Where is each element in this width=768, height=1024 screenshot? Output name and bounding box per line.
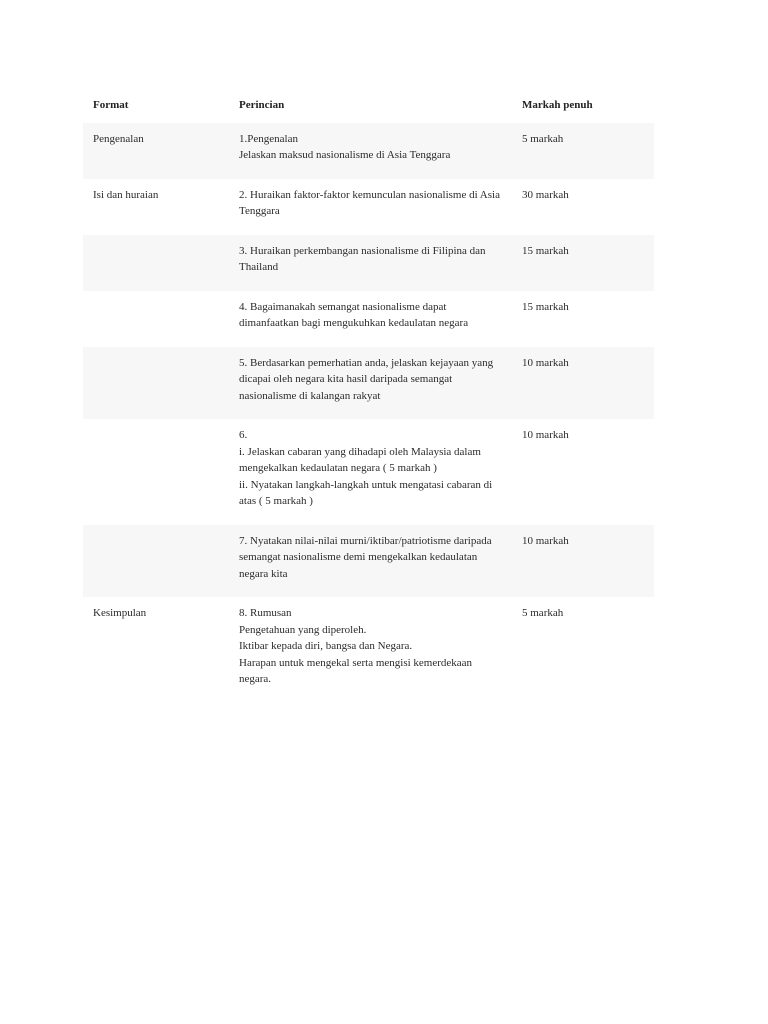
table-row	[83, 419, 654, 525]
format-cell	[83, 347, 229, 420]
perincian-line: Jelaskan maksud nasionalisme di Asia Tenggara	[239, 149, 451, 161]
table-header-row	[83, 88, 654, 123]
perincian-line: ii. Nyatakan langkah-langkah untuk mengatasi cabaran di atas ( 5 markah )	[239, 478, 493, 507]
table-row	[83, 525, 654, 598]
perincian-line: 6.	[239, 429, 248, 441]
markah-cell: 15 markah	[522, 300, 569, 313]
perincian-cell	[229, 179, 512, 235]
perincian-line: Pengetahuan yang diperoleh.	[239, 623, 367, 636]
perincian-cell	[229, 123, 512, 179]
perincian-cell	[229, 235, 512, 291]
format-cell	[83, 291, 229, 347]
perincian-line: 7. Nyatakan nilai-nilai murni/iktibar/patriotisme daripada semangat nasionalisme demi mengekalkan kedaulatan negara kita	[239, 534, 492, 580]
header-perincian: Perincian	[239, 99, 285, 111]
format-cell: Pengenalan	[83, 123, 229, 179]
perincian-cell	[229, 291, 512, 347]
perincian-line: 1.Pengenalan	[239, 132, 298, 145]
markah-cell: 5 markah	[512, 123, 654, 179]
format-cell	[83, 525, 229, 598]
perincian-cell	[229, 419, 512, 525]
header-markah-penuh: Markah penuh	[522, 99, 593, 111]
table-row	[83, 597, 654, 703]
perincian-line: Iktibar kepada diri, bangsa dan Negara.	[239, 640, 413, 652]
format-cell	[83, 419, 229, 525]
header-format: Format	[93, 99, 129, 111]
format-cell	[83, 235, 229, 291]
table-row	[83, 123, 654, 179]
perincian-cell	[229, 597, 512, 703]
perincian-line: 2. Huraikan faktor-faktor kemunculan nasionalisme di Asia Tenggara	[239, 188, 500, 217]
marking-scheme-table	[83, 88, 654, 703]
format-cell: Kesimpulan	[93, 607, 147, 619]
markah-cell: 10 markah	[522, 429, 569, 441]
perincian-line: 3. Huraikan perkembangan nasionalisme di Filipina dan Thailand	[239, 244, 486, 273]
table-row	[83, 291, 654, 347]
perincian-line: 5. Berdasarkan pemerhatian anda, jelaskan kejayaan yang dicapai oleh negara kita hasil daripada semangat nasionalisme di kalangan rakyat	[239, 356, 494, 402]
perincian-cell	[229, 347, 512, 420]
markah-cell: 5 markah	[522, 607, 564, 619]
perincian-line: i. Jelaskan cabaran yang dihadapi oleh Malaysia dalam mengekalkan kedaulatan negara ( 5 markah )	[239, 445, 481, 474]
perincian-line: 4. Bagaimanakah semangat nasionalisme dapat dimanfaatkan bagi mengukuhkan kedaulatan negara	[239, 300, 469, 329]
perincian-line: 8. Rumusan	[239, 607, 292, 619]
table-row	[83, 179, 654, 235]
format-cell: Isi dan huraian	[93, 188, 159, 201]
markah-cell: 10 markah	[512, 347, 654, 420]
perincian-cell	[229, 525, 512, 598]
table-row	[83, 347, 654, 420]
table-row	[83, 235, 654, 291]
markah-cell: 30 markah	[522, 188, 569, 201]
markah-cell: 10 markah	[512, 525, 654, 598]
markah-cell: 15 markah	[512, 235, 654, 291]
perincian-line: Harapan untuk mengekal serta mengisi kemerdekaan negara.	[239, 656, 473, 685]
